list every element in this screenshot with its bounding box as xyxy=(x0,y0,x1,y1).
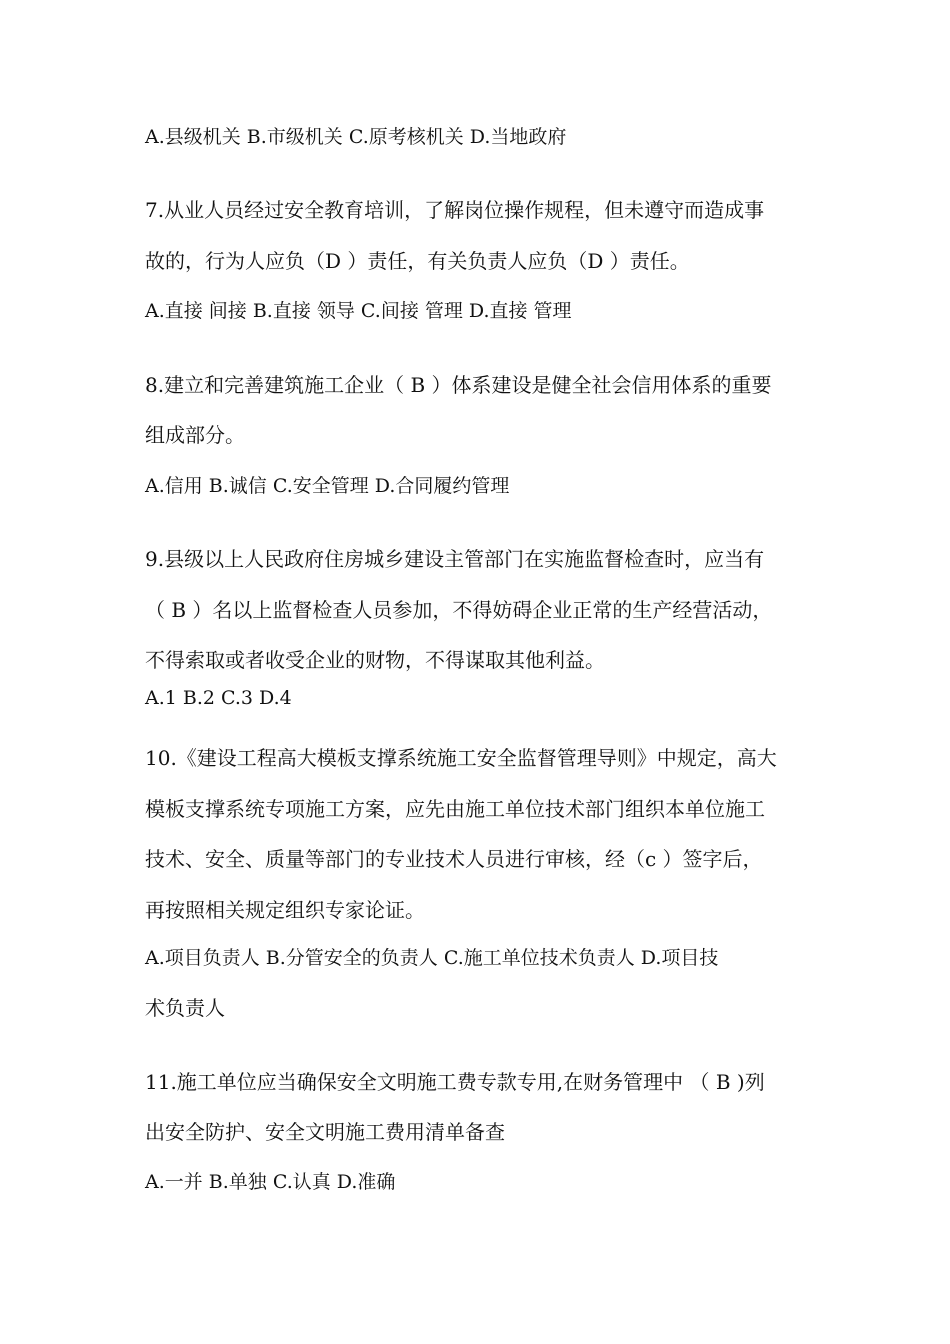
q7-options: A.直接 间接 B.直接 领导 C.间接 管理 D.直接 管理 xyxy=(145,300,572,322)
q7-text-line-2: 故的，行为人应负（D ）责任，有关负责人应负（D ）责任。 xyxy=(145,249,690,273)
q8-options: A.信用 B.诚信 C.安全管理 D.合同履约管理 xyxy=(145,475,510,497)
q10-text-line-1: 10.《建设工程高大模板支撑系统施工安全监督管理导则》中规定，高大 xyxy=(145,746,777,770)
q10-text-line-2: 模板支撑系统专项施工方案，应先由施工单位技术部门组织本单位施工 xyxy=(145,797,765,821)
q8-text-line-1: 8.建立和完善建筑施工企业（ B ）体系建设是健全社会信用体系的重要 xyxy=(145,373,772,397)
q11-options: A.一并 B.单独 C.认真 D.准确 xyxy=(145,1171,396,1193)
q10-text-line-3: 技术、安全、质量等部门的专业技术人员进行审核，经（c ）签字后， xyxy=(145,847,763,871)
q7-text-line-1: 7.从业人员经过安全教育培训，了解岗位操作规程，但未遵守而造成事 xyxy=(145,198,765,222)
q8-text-line-2: 组成部分。 xyxy=(145,423,245,447)
q9-options: A.1 B.2 C.3 D.4 xyxy=(145,687,292,709)
q10-options-line-1: A.项目负责人 B.分管安全的负责人 C.施工单位技术负责人 D.项目技 xyxy=(145,947,719,969)
q10-text-line-4: 再按照相关规定组织专家论证。 xyxy=(145,898,425,922)
q9-text-line-2: （ B ）名以上监督检查人员参加，不得妨碍企业正常的生产经营活动， xyxy=(145,598,773,622)
q9-text-line-1: 9.县级以上人民政府住房城乡建设主管部门在实施监督检查时，应当有 xyxy=(145,547,765,571)
q6-options: A.县级机关 B.市级机关 C.原考核机关 D.当地政府 xyxy=(145,126,567,148)
q9-text-line-3: 不得索取或者收受企业的财物，不得谋取其他利益。 xyxy=(145,648,605,672)
q10-options-line-2: 术负责人 xyxy=(145,996,225,1020)
q11-text-line-2: 出安全防护、安全文明施工费用清单备查 xyxy=(145,1120,505,1144)
q11-text-line-1: 11.施工单位应当确保安全文明施工费专款专用,在财务管理中 （ B )列 xyxy=(145,1070,765,1094)
